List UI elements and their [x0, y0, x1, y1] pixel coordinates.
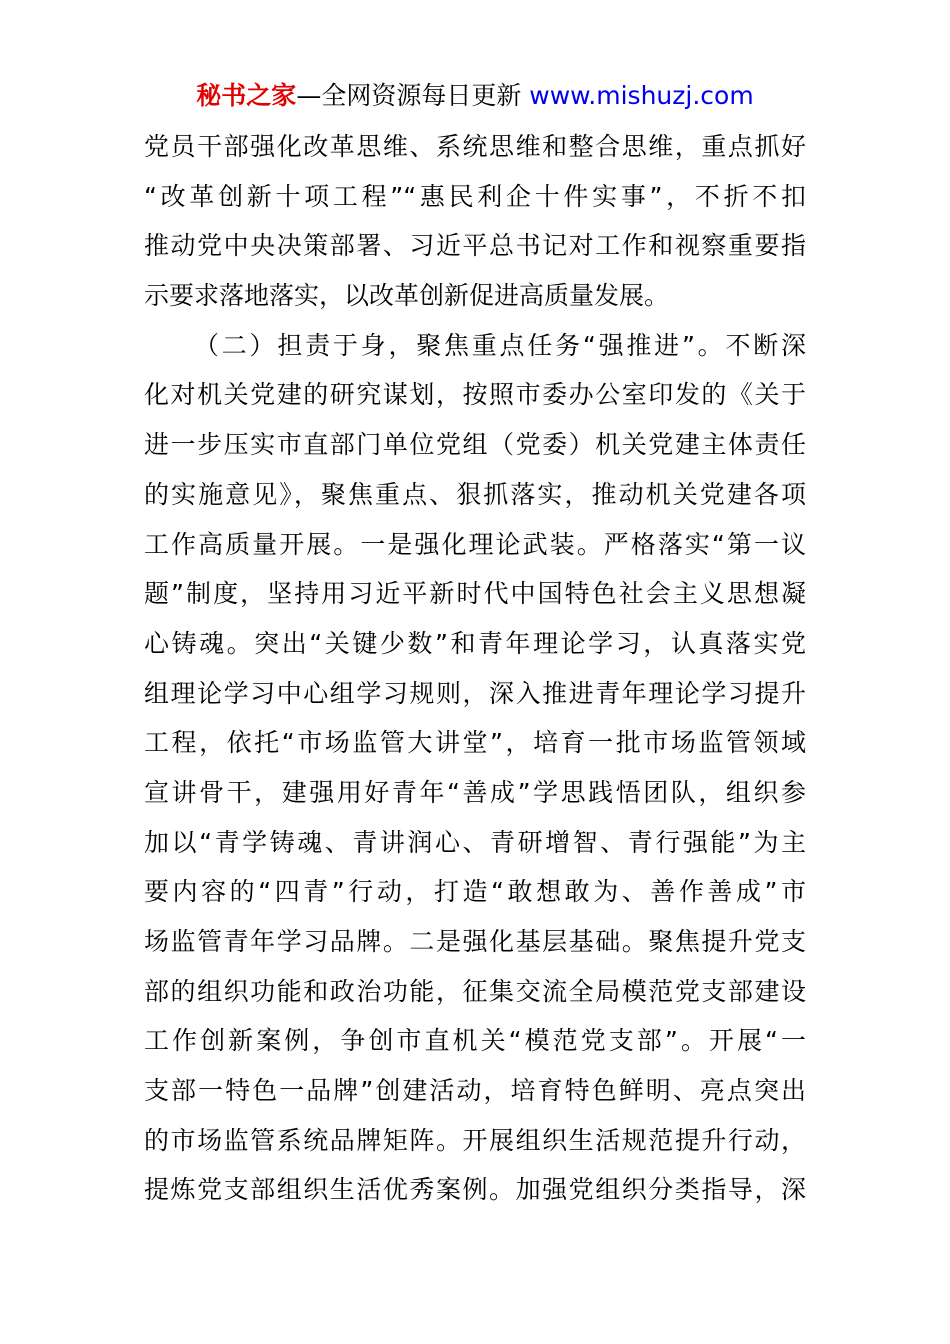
site-tagline: —全网资源每日更新: [296, 81, 530, 110]
text-line: 化对机关党建的研究谋划，按照市委办公室印发的《关于: [144, 380, 806, 410]
text-line: 提炼党支部组织生活优秀案例。加强党组织分类指导，深: [144, 1175, 806, 1205]
text-line: 支部一特色一品牌”创建活动，培育特色鲜明、亮点突出: [144, 1076, 806, 1106]
text-line: 推动党中央决策部署、习近平总书记对工作和视察重要指: [144, 231, 806, 261]
text-line: 场监管青年学习品牌。二是强化基层基础。聚焦提升党支: [144, 927, 806, 956]
paragraph-start-line: （二）担责于身，聚焦重点任务“强推进”。不断深: [194, 330, 806, 360]
site-brand: 秘书之家: [196, 81, 297, 110]
text-line: 工作创新案例，争创市直机关“模范党支部”。开展“一: [144, 1026, 806, 1056]
text-line: 宣讲骨干，建强用好青年“善成”学思践悟团队，组织参: [144, 777, 806, 807]
text-line: 示要求落地落实，以改革创新促进高质量发展。: [144, 281, 670, 311]
text-line: 心铸魂。突出“关键少数”和青年理论学习，认真落实党: [144, 628, 806, 658]
site-url-link[interactable]: www.mishuzj.com: [529, 81, 754, 110]
text-line: 党员干部强化改革思维、系统思维和整合思维，重点抓好: [144, 132, 806, 161]
text-line: 要内容的“四青”行动，打造“敢想敢为、善作善成”市: [144, 877, 806, 907]
document-body: [144, 122, 806, 1215]
text-line: 题”制度，坚持用习近平新时代中国特色社会主义思想凝: [144, 579, 806, 609]
text-line: 工程，依托“市场监管大讲堂”，培育一批市场监管领域: [144, 728, 806, 758]
text-line: 的实施意见》，聚焦重点、狠抓落实，推动机关党建各项: [144, 479, 806, 509]
text-line: 进一步压实市直部门单位党组（党委）机关党建主体责任: [144, 430, 806, 460]
text-line: 加以“青学铸魂、青讲润心、青研增智、青行强能”为主: [144, 827, 806, 857]
text-line: 的市场监管系统品牌矩阵。开展组织生活规范提升行动，: [144, 1125, 806, 1155]
text-line: “改革创新十项工程”“惠民利企十件实事”，不折不扣: [144, 181, 806, 211]
site-header: [0, 80, 950, 112]
text-line: 部的组织功能和政治功能，征集交流全局模范党支部建设: [144, 976, 806, 1006]
text-line: 组理论学习中心组学习规则，深入推进青年理论学习提升: [144, 678, 806, 708]
text-line: 工作高质量开展。一是强化理论武装。严格落实“第一议: [144, 529, 806, 559]
